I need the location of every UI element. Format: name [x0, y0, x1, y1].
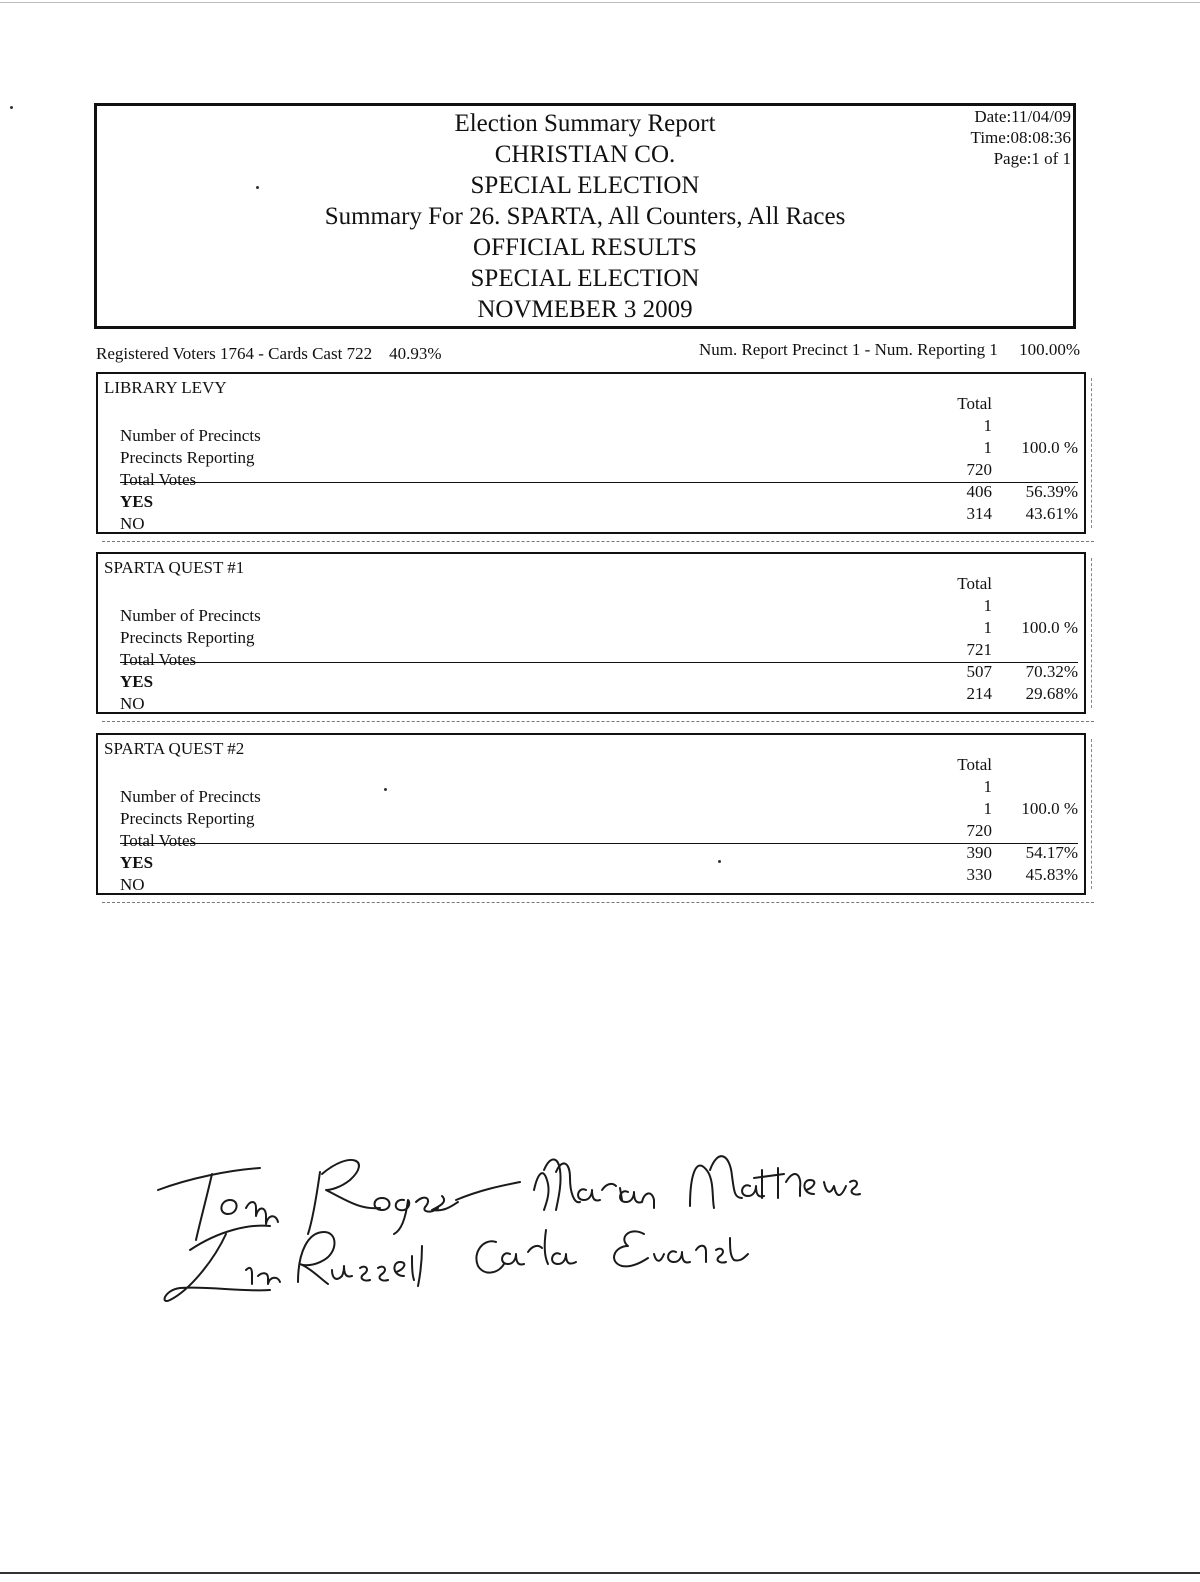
row-percent: 100.0 %: [1021, 618, 1078, 637]
registered-voters-text: Registered Voters 1764 - Cards Cast 722: [96, 344, 373, 363]
report-time: Time:08:08:36: [970, 128, 1071, 147]
registered-voters-summary: [96, 344, 442, 364]
row-label: Number of Precincts: [120, 787, 261, 806]
scan-edge-bottom: [0, 1572, 1200, 1574]
total-column-header: Total: [957, 755, 992, 774]
row-percent: 54.17%: [1025, 843, 1078, 862]
row-label: YES: [120, 853, 154, 872]
scan-speck: [256, 186, 259, 189]
row-label: Precincts Reporting: [120, 628, 255, 647]
row-label: Total Votes: [120, 650, 197, 669]
row-value: 1: [983, 618, 992, 637]
scan-speck: [384, 788, 387, 791]
row-number-of-precincts: [98, 777, 1084, 806]
row-label: Precincts Reporting: [120, 809, 255, 828]
report-title-block: [97, 108, 1073, 325]
row-value: 1: [983, 438, 992, 457]
row-value: 1: [983, 799, 992, 818]
row-percent: 70.32%: [1025, 662, 1078, 681]
row-percent: 43.61%: [1025, 504, 1078, 523]
results-status: OFFICIAL RESULTS: [473, 234, 697, 261]
totals-divider: [120, 662, 1078, 663]
race-title: SPARTA QUEST #1: [104, 558, 245, 577]
report-title: Election Summary Report: [454, 110, 716, 137]
row-yes: [98, 843, 1084, 872]
row-precincts-reporting: [98, 438, 1084, 467]
row-value: 314: [966, 504, 992, 523]
row-percent: 29.68%: [1025, 684, 1078, 703]
race-sparta-quest-2: [96, 733, 1086, 895]
report-header: [94, 103, 1076, 329]
reporting-percent: 100.00%: [1019, 340, 1080, 359]
row-yes: [98, 482, 1084, 511]
row-value: 1: [983, 596, 992, 615]
row-total-votes: [98, 821, 1084, 850]
row-number-of-precincts: [98, 416, 1084, 445]
race-title: LIBRARY LEVY: [104, 378, 227, 397]
race-library-levy: [96, 372, 1086, 534]
row-label: NO: [120, 694, 145, 713]
race-rows: [98, 416, 1084, 533]
row-value: 720: [966, 460, 992, 479]
row-no: [98, 504, 1084, 533]
row-value: 507: [966, 662, 992, 681]
county-name: CHRISTIAN CO.: [494, 141, 676, 168]
report-meta: [971, 106, 1071, 169]
row-value: 720: [966, 821, 992, 840]
row-label: YES: [120, 672, 154, 691]
page-number: Page:1 of 1: [993, 149, 1071, 168]
row-label: Number of Precincts: [120, 606, 261, 625]
row-value: 330: [966, 865, 992, 884]
election-type-repeat: SPECIAL ELECTION: [470, 265, 700, 292]
precinct-reporting-summary: [699, 340, 1080, 360]
scan-shadow-bottom: [102, 541, 1094, 542]
row-label: Precincts Reporting: [120, 448, 255, 467]
race-rows: [98, 596, 1084, 713]
row-precincts-reporting: [98, 799, 1084, 828]
totals-divider: [120, 482, 1078, 483]
report-date: Date:11/04/09: [974, 107, 1071, 126]
scan-speck: [718, 860, 721, 863]
row-yes: [98, 662, 1084, 691]
scan-shadow-bottom: [102, 902, 1094, 903]
row-no: [98, 684, 1084, 713]
row-total-votes: [98, 640, 1084, 669]
precinct-reporting-text: Num. Report Precinct 1 - Num. Reporting 1: [698, 340, 998, 359]
race-rows: [98, 777, 1084, 894]
row-value: 721: [966, 640, 992, 659]
row-value: 1: [983, 416, 992, 435]
race-title: SPARTA QUEST #2: [104, 739, 245, 758]
total-column-header: Total: [957, 394, 992, 413]
row-value: 406: [966, 482, 992, 501]
row-label: NO: [120, 514, 145, 533]
election-date: NOVMEBER 3 2009: [477, 296, 693, 323]
row-value: 1: [983, 777, 992, 796]
scan-shadow-right: [1091, 739, 1092, 889]
row-label: Total Votes: [120, 831, 197, 850]
row-percent: 56.39%: [1025, 482, 1078, 501]
row-total-votes: [98, 460, 1084, 489]
race-sparta-quest-1: [96, 552, 1086, 714]
totals-divider: [120, 843, 1078, 844]
scan-shadow-right: [1091, 378, 1092, 528]
election-type: SPECIAL ELECTION: [470, 172, 700, 199]
row-percent: 100.0 %: [1021, 799, 1078, 818]
row-label: NO: [120, 875, 145, 894]
row-number-of-precincts: [98, 596, 1084, 625]
scan-speck: [10, 106, 13, 109]
row-label: YES: [120, 492, 154, 511]
row-label: Total Votes: [120, 470, 197, 489]
row-percent: 100.0 %: [1021, 438, 1078, 457]
row-percent: 45.83%: [1025, 865, 1078, 884]
handwritten-signatures-icon: [150, 1130, 910, 1320]
row-precincts-reporting: [98, 618, 1084, 647]
total-column-header: Total: [957, 574, 992, 593]
scan-edge-top: [0, 2, 1200, 3]
scan-shadow-bottom: [102, 721, 1094, 722]
row-value: 214: [966, 684, 992, 703]
turnout-percent: 40.93%: [389, 344, 442, 363]
scan-shadow-right: [1091, 558, 1092, 708]
summary-scope: Summary For 26. SPARTA, All Counters, All Races: [324, 203, 846, 230]
row-label: Number of Precincts: [120, 426, 261, 445]
row-value: 390: [966, 843, 992, 862]
row-no: [98, 865, 1084, 894]
